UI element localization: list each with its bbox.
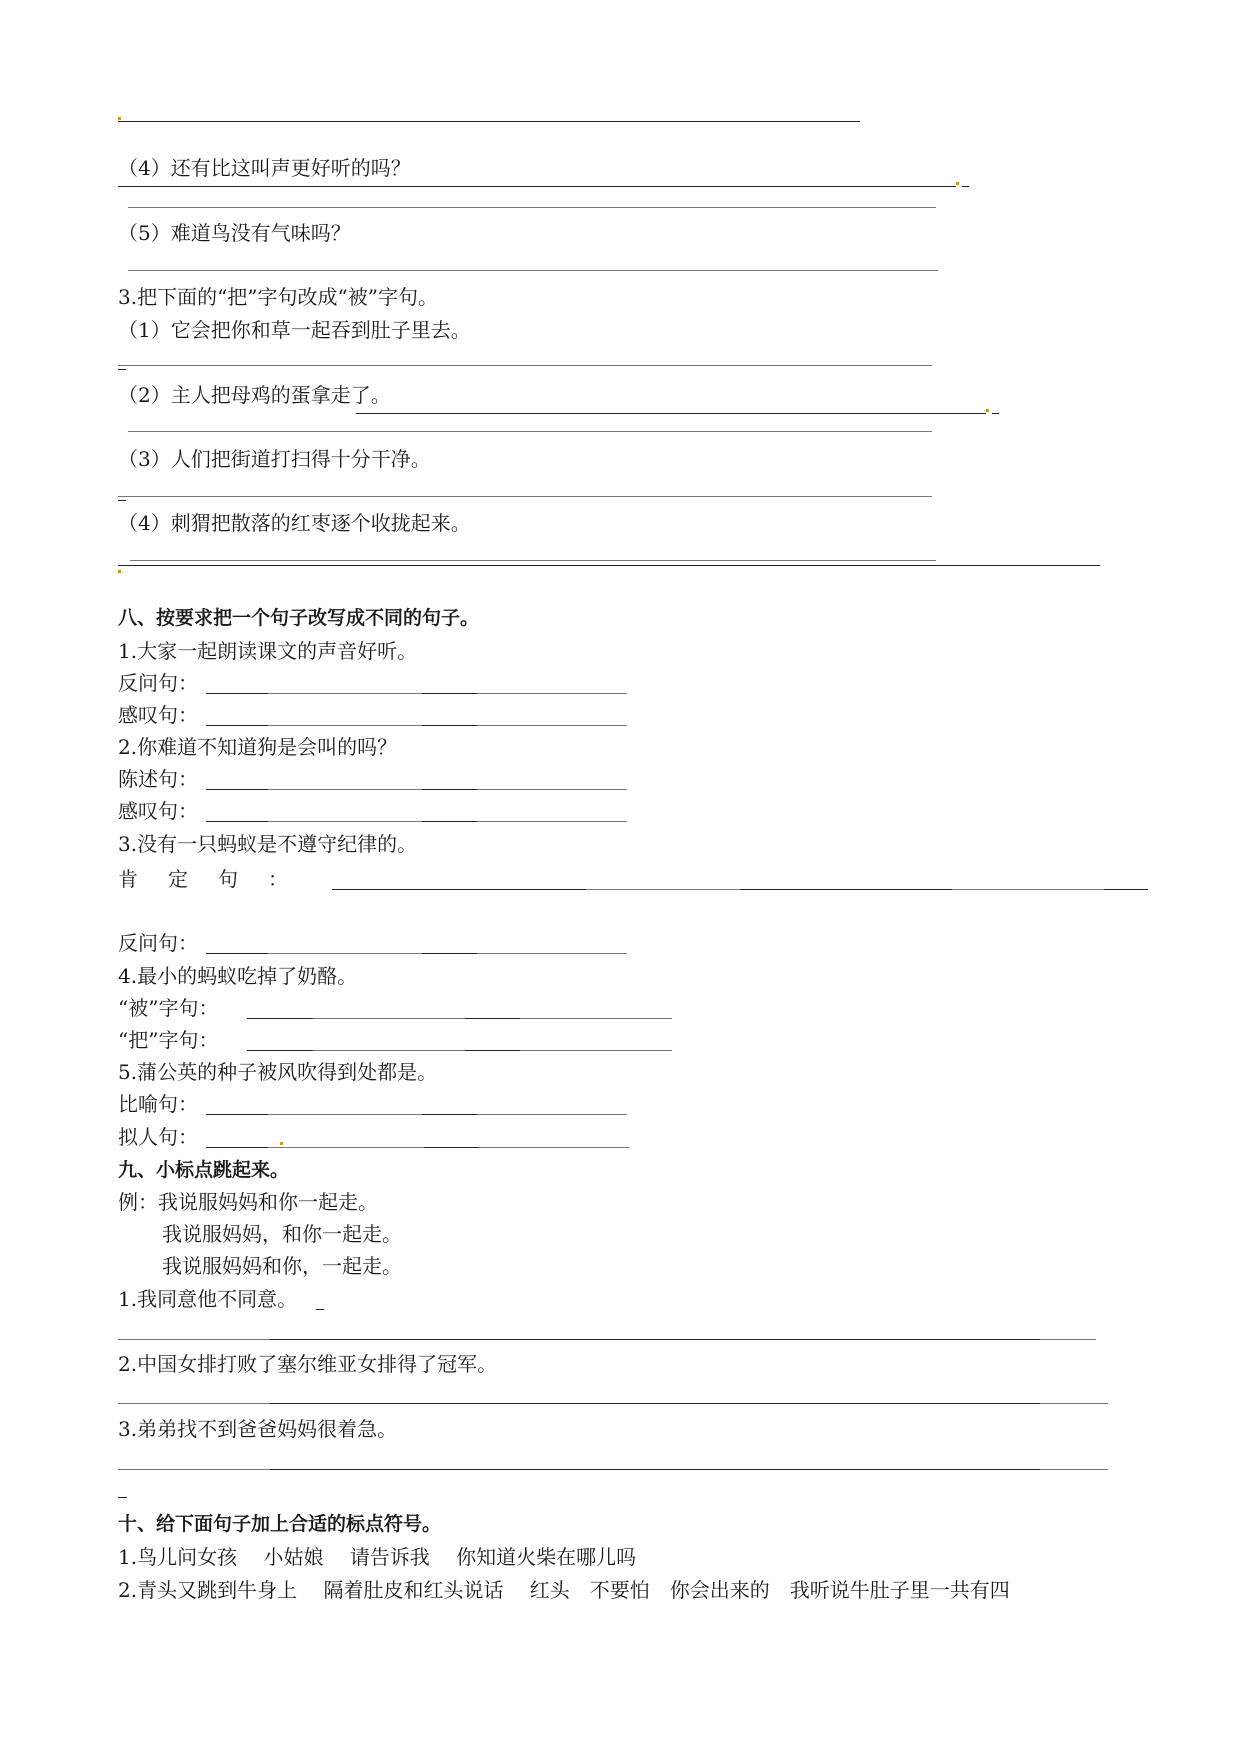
question-9-2: 2.中国女排打败了塞尔维亚女排得了冠军。 — [118, 1352, 498, 1376]
answer-line[interactable] — [477, 821, 627, 822]
marker-dot — [986, 409, 989, 412]
answer-line[interactable] — [479, 1147, 629, 1148]
label-metaphor: 比喻句： — [118, 1092, 198, 1116]
section-10-title: 十、给下面句子加上合适的标点符号。 — [118, 1513, 442, 1535]
task-7-3: 3.把下面的“把”字句改成“被”字句。 — [118, 285, 438, 309]
answer-line[interactable] — [477, 953, 627, 954]
answer-line[interactable] — [952, 889, 1104, 890]
answer-line[interactable] — [270, 1403, 1040, 1404]
answer-line[interactable] — [270, 1339, 1040, 1340]
answer-line[interactable] — [268, 953, 428, 954]
answer-line[interactable] — [465, 1050, 520, 1051]
example-line-2: 我说服妈妈，和你一起走。 — [162, 1222, 402, 1246]
question-7-3-2: （2）主人把母鸡的蛋拿走了。 — [118, 383, 391, 407]
answer-line[interactable] — [422, 821, 477, 822]
answer-line[interactable] — [313, 1018, 470, 1019]
answer-line[interactable] — [422, 693, 477, 694]
label-rhetorical: 反问句： — [118, 931, 198, 955]
answer-line[interactable] — [356, 413, 986, 414]
question-9-1: 1.我同意他不同意。 — [118, 1287, 298, 1311]
answer-line[interactable] — [118, 565, 1100, 566]
answer-line[interactable] — [520, 1018, 672, 1019]
answer-line[interactable] — [268, 1147, 428, 1148]
section-9-title: 九、小标点跳起来。 — [118, 1159, 290, 1181]
answer-line[interactable] — [128, 431, 932, 432]
answer-line[interactable] — [206, 953, 268, 954]
answer-line[interactable] — [206, 789, 268, 790]
answer-line[interactable] — [477, 1114, 627, 1115]
section-8-title: 八、按要求把一个句子改写成不同的句子。 — [118, 607, 480, 629]
answer-line[interactable] — [465, 1018, 520, 1019]
answer-line[interactable] — [118, 369, 126, 370]
answer-line[interactable] — [118, 500, 126, 501]
answer-line[interactable] — [422, 725, 477, 726]
sentence-8-4: 4.最小的蚂蚁吃掉了奶酪。 — [118, 964, 358, 988]
label-rhetorical: 反问句： — [118, 671, 198, 695]
answer-line[interactable] — [422, 953, 477, 954]
answer-line[interactable] — [313, 1050, 470, 1051]
answer-line[interactable] — [128, 270, 938, 271]
answer-line[interactable] — [128, 207, 936, 208]
question-7-2-5: （5）难道鸟没有气味吗？ — [118, 221, 351, 245]
marker-dot — [118, 117, 121, 120]
answer-line[interactable] — [740, 889, 952, 890]
answer-line[interactable] — [477, 725, 627, 726]
question-7-3-4: （4）刺猬把散落的红枣逐个收拢起来。 — [118, 511, 471, 535]
answer-line[interactable] — [118, 121, 860, 122]
answer-line[interactable] — [962, 186, 969, 187]
answer-line[interactable] — [206, 725, 268, 726]
question-9-3: 3.弟弟找不到爸爸妈妈很着急。 — [118, 1417, 398, 1441]
answer-line[interactable] — [118, 496, 932, 497]
answer-line[interactable] — [477, 789, 627, 790]
answer-line[interactable] — [992, 413, 999, 414]
sentence-8-1: 1.大家一起朗读课文的声音好听。 — [118, 639, 418, 663]
answer-line[interactable] — [118, 1497, 127, 1498]
answer-line[interactable] — [206, 1114, 268, 1115]
question-7-3-3: （3）人们把街道打扫得十分干净。 — [118, 447, 431, 471]
answer-line[interactable] — [586, 889, 740, 890]
label-declarative: 陈述句： — [118, 767, 198, 791]
answer-line[interactable] — [422, 1114, 477, 1115]
answer-line[interactable] — [268, 821, 428, 822]
answer-line[interactable] — [247, 1050, 313, 1051]
answer-line[interactable] — [268, 693, 428, 694]
answer-line[interactable] — [130, 560, 936, 561]
marker-dot — [118, 570, 121, 573]
label-ba-sentence: “把”字句： — [118, 1028, 219, 1052]
answer-line[interactable] — [1104, 889, 1148, 890]
sentence-8-2: 2.你难道不知道狗是会叫的吗？ — [118, 735, 398, 759]
sentence-8-3: 3.没有一只蚂蚁是不遵守纪律的。 — [118, 832, 418, 856]
question-7-2-4: （4）还有比这叫声更好听的吗？ — [118, 156, 411, 180]
marker-dot — [956, 182, 959, 185]
answer-line[interactable] — [422, 789, 477, 790]
label-affirmative: 肯定句： — [118, 867, 318, 891]
example-line-3: 我说服妈妈和你，一起走。 — [162, 1254, 402, 1278]
example-line-1: 例：我说服妈妈和你一起走。 — [118, 1190, 378, 1214]
answer-line[interactable] — [424, 1147, 479, 1148]
answer-line[interactable] — [206, 821, 268, 822]
answer-line[interactable] — [520, 1050, 672, 1051]
sentence-8-5: 5.蒲公英的种子被风吹得到处都是。 — [118, 1060, 438, 1084]
answer-line[interactable] — [247, 1018, 313, 1019]
label-exclamatory: 感叹句： — [118, 799, 198, 823]
answer-line[interactable] — [206, 1147, 268, 1148]
label-personification: 拟人句： — [118, 1125, 198, 1149]
answer-line[interactable] — [477, 693, 627, 694]
answer-line[interactable] — [118, 365, 932, 366]
answer-line[interactable] — [118, 186, 956, 187]
answer-line[interactable] — [316, 1309, 324, 1310]
answer-line[interactable] — [332, 889, 586, 890]
answer-line[interactable] — [268, 789, 428, 790]
question-10-1: 1.鸟儿问女孩 小姑娘 请告诉我 你知道火柴在哪儿吗 — [118, 1545, 637, 1569]
marker-dot — [280, 1142, 283, 1145]
answer-line[interactable] — [206, 693, 268, 694]
question-7-3-1: （1）它会把你和草一起吞到肚子里去。 — [118, 318, 471, 342]
label-exclamatory: 感叹句： — [118, 703, 198, 727]
question-10-2: 2.青头又跳到牛身上 隔着肚皮和红头说话 红头 不要怕 你会出来的 我听说牛肚子里一共有四 — [118, 1578, 1010, 1602]
answer-line[interactable] — [268, 1114, 428, 1115]
answer-line[interactable] — [268, 725, 428, 726]
answer-line[interactable] — [270, 1469, 1040, 1470]
label-bei-sentence: “被”字句： — [118, 996, 219, 1020]
